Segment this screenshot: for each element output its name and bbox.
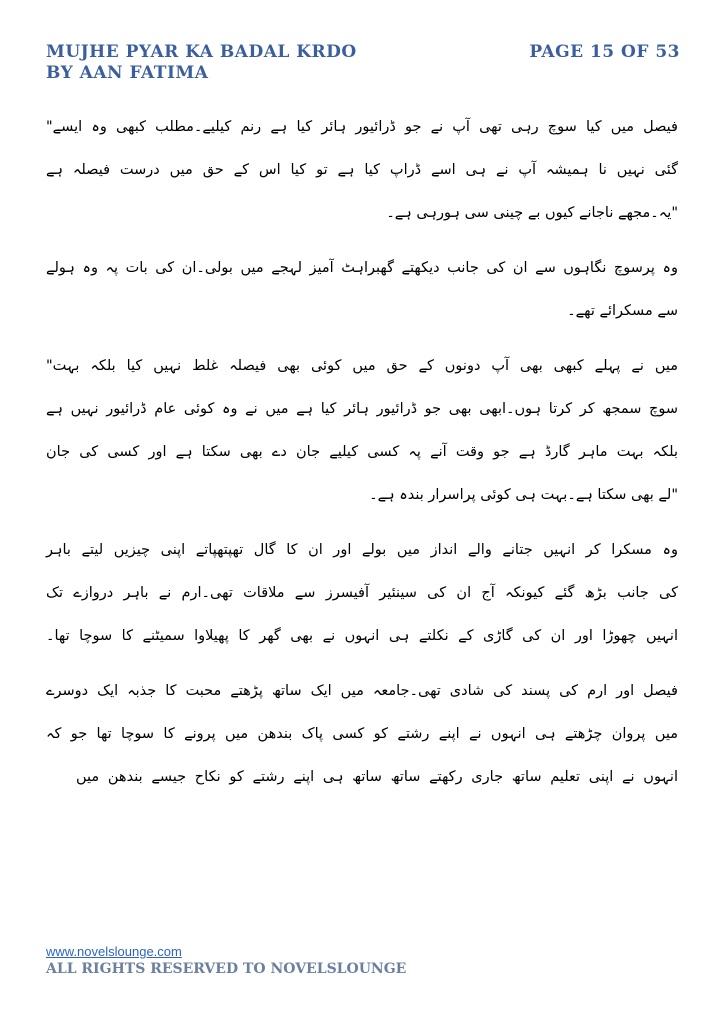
text-line: "یہ۔مجھے ناجانے کیوں بے چینی سی ہورہی ہے۔ (386, 205, 678, 221)
paragraph (46, 535, 678, 651)
text-line: انہیں چھوڑا اور ان کی گاڑی کے نکلتے ہی انہوں نے بھی گھر کا پھیلاوا سمیٹنے کا سوچا تھا۔ (46, 628, 678, 644)
text-line: "لے بھی سکتا ہے۔بہت ہی کوئی پراسرار بندہ ہے۔ (369, 487, 678, 503)
paragraph (46, 351, 678, 510)
text-line: سوچ سمجھ کر کرتا ہوں۔ابھی بھی جو ڈرائیور ہائر کیا ہے میں نے وہ کوئی عام ڈرائیور نہیں ہے (46, 401, 678, 417)
text-line: انہوں نے اپنی تعلیم ساتھ جاری رکھتے ساتھ ساتھ ہی اپنے رشتے کو نکاح جیسے بندھن میں (76, 769, 678, 785)
text-line: گئی نہیں نا ہمیشہ آپ نے ہی اسے ڈراپ کیا ہے تو کیا اس کے حق میں درست فیصلہ ہے (46, 162, 678, 178)
paragraph (46, 253, 678, 326)
text-line: میں پروان چڑھتے ہی انہوں نے اپنے رشتے کو کسی پاک بندھن میں پرونے کا سوچا تھا جو کہ (46, 726, 678, 742)
text-line: فیصل اور ارم کی پسند کی شادی تھی۔جامعہ میں ایک ساتھ پڑھتے محبت کا جذبہ ایک دوسرے (46, 683, 678, 699)
website-link[interactable]: www.novelslounge.com (46, 944, 182, 959)
page-number: PAGE 15 OF 53 (529, 42, 680, 62)
text-line: وہ مسکرا کر انہیں جتانے والے انداز میں بولے اور ان کا گال تھپتھپاتے اپنی چیزیں لیتے باہر (46, 542, 678, 558)
body-text (46, 112, 678, 817)
text-line: فیصل میں کیا سوچ رہی تھی آپ نے جو ڈرائیور ہائر کیا ہے رنم کیلیے۔مطلب کبھی وہ ایسے" (46, 119, 678, 135)
paragraph (46, 676, 678, 792)
text-line: وہ پرسوچ نگاہوں سے ان کی جانب دیکھتے گھبراہٹ آمیز لہجے میں بولی۔ان کی بات پہ وہ ہولے (46, 260, 678, 276)
paragraph (46, 112, 678, 228)
rights-notice: ALL RIGHTS RESERVED TO NOVELSLOUNGE (46, 961, 407, 977)
text-line: سے مسکرائے تھے۔ (567, 303, 678, 319)
author: BY AAN FATIMA (46, 63, 209, 83)
text-line: کی جانب بڑھ گئے کیونکہ آج ان کی سینئیر آفیسرز سے ملاقات تھی۔ارم نے باہر دروازے تک (46, 585, 678, 601)
novel-title: MUJHE PYAR KA BADAL KRDO (46, 42, 357, 62)
text-line: بلکہ بہت ماہر گارڈ ہے جو وقت آنے پہ کسی کیلیے جان دے بھی سکتا ہے اور کسی کی جان (46, 444, 678, 460)
text-line: میں نے پہلے کبھی بھی آپ دونوں کے حق میں کوئی بھی فیصلہ غلط نہیں کیا بلکہ بہت" (46, 358, 678, 374)
